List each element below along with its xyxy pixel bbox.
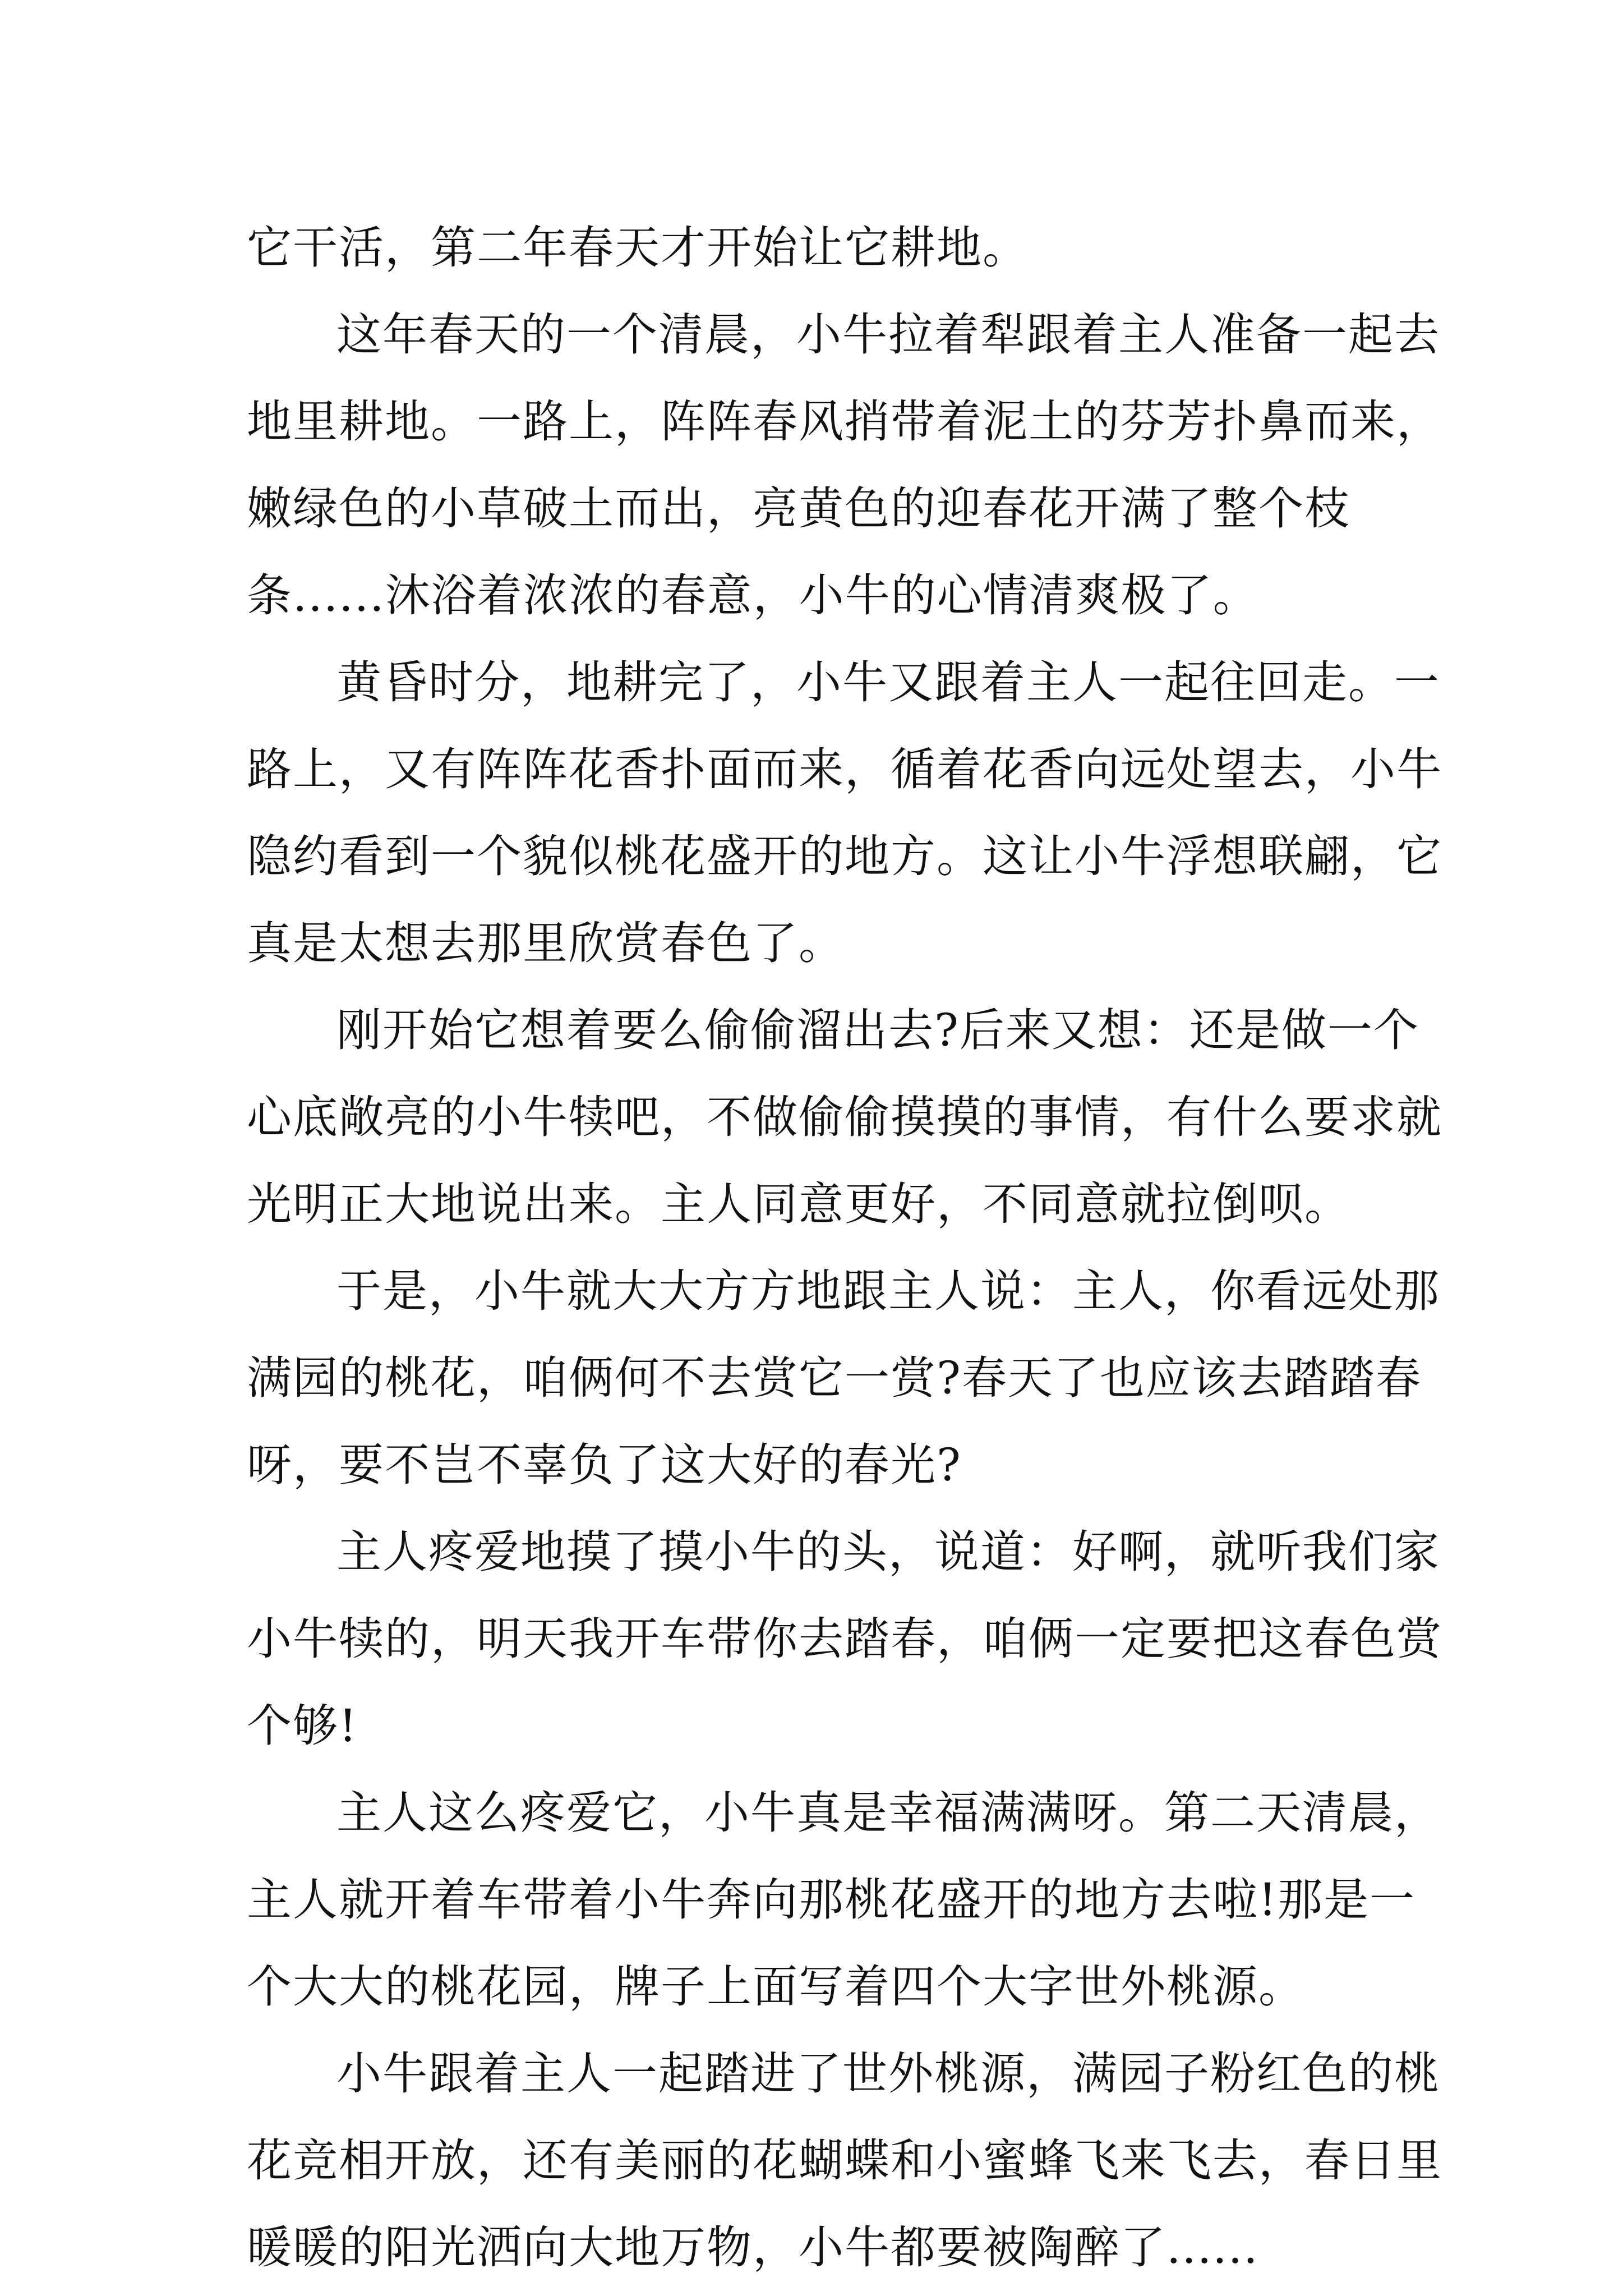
text-line: 主人这么疼爱它，小牛真是幸福满满呀。第二天清晨， xyxy=(336,1787,1440,1839)
text-line: 黄昏时分，地耕完了，小牛又跟着主人一起往回走。一 xyxy=(336,656,1440,708)
text-line: 刚开始它想着要么偷偷溜出去?后来又想：还是做一个 xyxy=(336,1004,1419,1056)
text-line: 满园的桃花，咱俩何不去赏它一赏?春天了也应该去踏踏春 xyxy=(247,1352,1422,1404)
text-line: 主人疼爱地摸了摸小牛的头，说道：好啊，就听我们家 xyxy=(336,1526,1440,1578)
text-line: 小牛跟着主人一起踏进了世外桃源，满园子粉红色的桃 xyxy=(336,2047,1440,2100)
text-line: 个够! xyxy=(247,1700,358,1752)
text-line: 地里耕地。一路上，阵阵春风捎带着泥土的芬芳扑鼻而来， xyxy=(247,395,1442,448)
text-line: 路上，又有阵阵花香扑面而来，循着花香向远处望去，小牛 xyxy=(247,743,1442,795)
text-line: 主人就开着车带着小牛奔向那桃花盛开的地方去啦!那是一 xyxy=(247,1874,1416,1926)
text-line: 它干活，第二年春天才开始让它耕地。 xyxy=(247,222,1029,274)
text-line: 光明正大地说出来。主人同意更好，不同意就拉倒呗。 xyxy=(247,1178,1350,1230)
text-line: 花竞相开放，还有美丽的花蝴蝶和小蜜蜂飞来飞去，春日里 xyxy=(247,2134,1442,2187)
text-line: 隐约看到一个貌似桃花盛开的地方。这让小牛浮想联翩，它 xyxy=(247,830,1442,882)
text-line: 呀，要不岂不辜负了这大好的春光? xyxy=(247,1439,962,1491)
text-line: 暖暖的阳光洒向大地万物，小牛都要被陶醉了...... xyxy=(247,2221,1259,2274)
text-line: 个大大的桃花园，牌子上面写着四个大字世外桃源。 xyxy=(247,1961,1304,2013)
text-line: 嫩绿色的小草破土而出，亮黄色的迎春花开满了整个枝 xyxy=(247,482,1350,535)
text-line: 条......沐浴着浓浓的春意，小牛的心情清爽极了。 xyxy=(247,569,1259,622)
text-line: 心底敞亮的小牛犊吧，不做偷偷摸摸的事情，有什么要求就 xyxy=(247,1091,1442,1143)
text-line: 小牛犊的，明天我开车带你去踏春，咱俩一定要把这春色赏 xyxy=(247,1613,1442,1665)
text-line: 这年春天的一个清晨，小牛拉着犁跟着主人准备一起去 xyxy=(336,309,1440,361)
text-line: 于是，小牛就大大方方地跟主人说：主人，你看远处那 xyxy=(336,1265,1440,1317)
text-line: 真是太想去那里欣赏春色了。 xyxy=(247,917,845,969)
